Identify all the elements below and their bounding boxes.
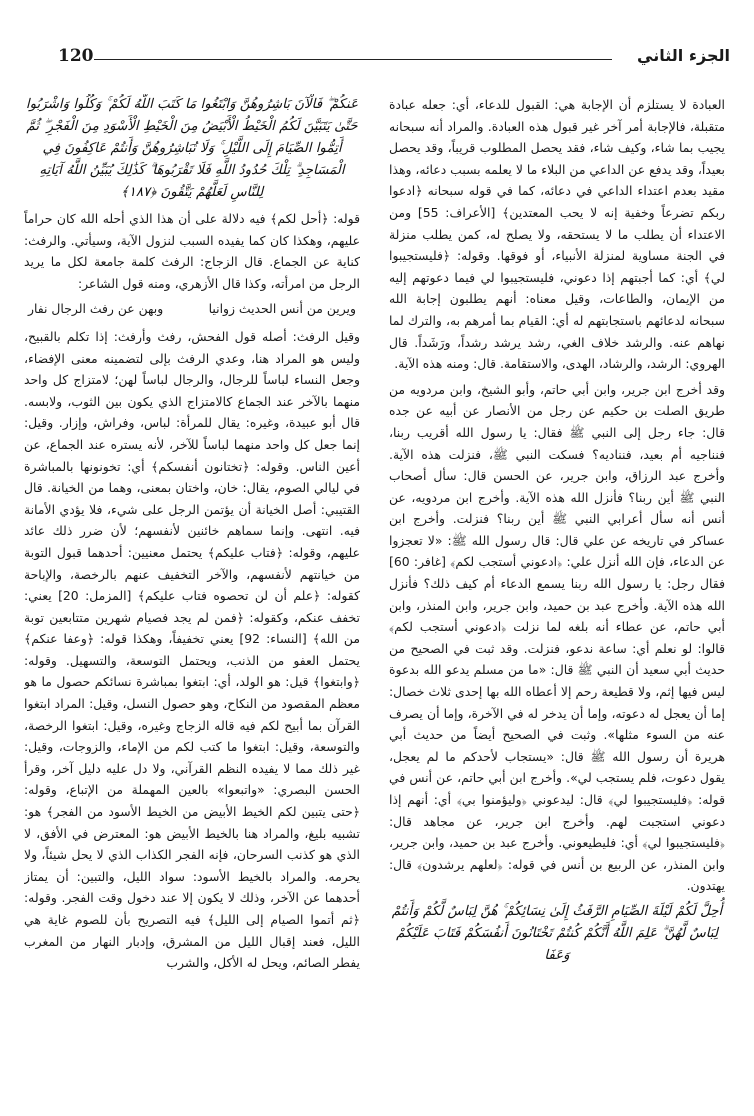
left-paragraph-1: قوله: ﴿أحل لكم﴾ فيه دلالة على أن هذا الذي أحله الله كان حراماً عليهم، وهكذا كان كما يفيده السبب لنزول الآية، وسيأتي. والرفث: كناية عن الجماع. قال الزجاج: الرفث كلمة جامعة لكل ما يريد الرجل من امرأته، وكذا قال الأزهري، ومنه قول الشاعر: <box>24 211 360 291</box>
poem-hemistich-second: وبهن عن رفث الرجال نفار <box>28 301 164 317</box>
page-number: 120 <box>58 46 94 66</box>
right-column <box>389 94 725 1094</box>
part-title: الجزء الثاني <box>637 46 730 65</box>
poem-verse <box>28 298 356 320</box>
right-paragraph-2: وقد أخرج ابن جرير، وابن أبي حاتم، وأبو الشيخ، وابن مردويه من طريق الصلت بن حكيم عن رجل من الأنصار عن أبيه عن جده قال: جاء رجل إلى النبي ﷺ فقال: يا رسول الله أقريب ربنا، فنناجيه أم بعيد، فنناديه؟ فسكت النبي ﷺ، فنزلت هذه الآية. وأخرج عبد الرزاق، وابن جرير، عن الحسن قال: سأل أصحاب النبي ﷺ أين ربنا؟ فأنزل الله هذه الآية. وأخرج ابن مردويه، عن أنس أنه سأل أعرابي النبي ﷺ أين ربنا؟ فنزلت. وأخرج ابن عساكر في تاريخه عن علي قال: قال رسول الله ﷺ: «لا تعجزوا عن الدعاء، فإن الله أنزل علي: ﴿ادعوني أستجب لكم﴾ [غافر: 60] فقال رجل: يا رسول الله ربنا يسمع الدعاء أم كيف ذلك؟ فأنزل الله هذه الآية. وأخرج عبد بن حميد، وابن جرير، وابن المنذر، وابن أبي حاتم، عن عطاء أنه بلغه لما نزلت ﴿ادعوني أستجب لكم﴾ قالوا: لو نعلم أي: ساعة ندعو، فنزلت. وقد ثبت في الصحيح من حديث أبي سعيد أن النبي ﷺ قال: «ما من مسلم يدعو الله بدعوة ليس فيها إثم، ولا قطيعة رحم إلا أعطاه الله بها إحدى ثلاث خصال: إما أن يعجل له دعوته، وإما أن يدخر له في الآخرة، وإما أن يصرف عنه من السوء مثلها». وثبت في الصحيح أيضاً من حديث أبي هريرة أن رسول الله ﷺ قال: «يستجاب لأحدكم ما لم يعجل، يقول دعوت، فلم يستجب لي». وأخرج ابن أبي حاتم، عن أنس في قوله: ﴿فليستجيبوا لي﴾ قال: ليدعوني ﴿وليؤمنوا بي﴾ أي: أنهم إذا دعوني استجبت لهم. وأخرج ابن جرير، عن مجاهد قال: ﴿فليستجيبوا لي﴾ أي: فليطيعوني. وأخرج عبد بن حميد، وابن جرير، وابن المنذر، عن الربيع بن أنس في قوله: ﴿لعلهم يرشدون﴾ قال: يهتدون. <box>389 381 725 894</box>
quran-verse-left: عَنكُمْ ۖ فَالْآنَ بَاشِرُوهُنَّ وَابْتَغُوا مَا كَتَبَ اللَّهُ لَكُمْ ۚ وَكُلُوا وَاشْرَبُوا حَتَّىٰ يَتَبَيَّنَ لَكُمُ الْخَيْطُ الْأَبْيَضُ مِنَ الْخَيْطِ الْأَسْوَدِ مِنَ الْفَجْرِ ۖ ثُمَّ أَتِمُّوا الصِّيَامَ إِلَى اللَّيْلِ ۚ وَلَا تُبَاشِرُوهُنَّ وَأَنتُمْ عَاكِفُونَ فِي الْمَسَاجِدِ ۗ تِلْكَ حُدُودُ اللَّهِ فَلَا تَقْرَبُوهَا ۗ كَذَٰلِكَ يُبَيِّنُ اللَّهُ آيَاتِهِ لِلنَّاسِ لَعَلَّهُمْ يَتَّقُونَ ﴿١٨٧﴾ <box>25 97 359 200</box>
quran-verse-right: أُحِلَّ لَكُمْ لَيْلَةَ الصِّيَامِ الرَّفَثُ إِلَىٰ نِسَائِكُمْ ۚ هُنَّ لِبَاسٌ لَّكُمْ وَأَنتُمْ لِبَاسٌ لَّهُنَّ ۗ عَلِمَ اللَّهُ أَنَّكُمْ كُنتُمْ تَخْتَانُونَ أَنفُسَكُمْ فَتَابَ عَلَيْكُمْ وَعَفَا <box>391 903 723 963</box>
left-column <box>24 94 360 1094</box>
right-paragraph-1: العبادة لا يستلزم أن الإجابة هي: القبول للدعاء، أي: جعله عبادة متقبلة، فالإجابة أمر آخر غير قبول هذه العبادة. والمراد أنه سبحانه يجيب بما شاء، وكيف شاء، فقد يحصل المطلوب قريباً، وقد يحصل بعيداً، وقد يدفع عن الداعي من البلاء ما لا يعلمه بسبب دعائه، وهذا مقيد بعدم اعتداء الداعي في دعائه، كما في قوله سبحانه ﴿ادعوا ربكم تضرعاً وخفية إنه لا يحب المعتدين﴾ [الأعراف: 55] ومن الاعتداء أن يطلب ما لا يستحقه، ولا يصلح له، كمن يطلب منزلة في الجنة مساوية لمنزلة الأنبياء، أو فوقها. وقوله: ﴿فليستجيبوا لي﴾ أي: كما أجبتهم إذا دعوني، فليستجيبوا لي فيما دعوتهم إليه من الإيمان، والطاعات، وقيل معناه: أنهم يطلبون إجابة الله سبحانه لدعائهم باستجابتهم له أي: القيام بما أمرهم به، والترك لما نهاهم عنه. والرشد خلاف الغي، رشد يرشد رشداً، ورَشَداً. قال الهروي: الرشد، والرشاد، الهدى، والاستقامة. قال: ومنه هذه الآية. <box>389 97 725 372</box>
header-rule <box>94 59 612 60</box>
page-header <box>30 44 730 72</box>
poem-hemistich-first: ويرين من أنس الحديث زوانيا <box>208 301 356 317</box>
left-paragraph-2: وقيل الرفث: أصله قول الفحش، رفث وأرفث: إذا تكلم بالقبيح، وليس هو المراد هنا، وعدي الرفث بإلى لتضمينه معنى الإفضاء، وجعل النساء لباساً للرجال، والرجال لباساً لهن؛ لامتزاج كل واحد منهما بالآخر عند الجماع كالامتزاج الذي يكون بين الثوب، ولابسه. قال أبو عبيدة، وغيره: يقال للمرأة: لباس، وفراش، وإزار. وقيل: إنما جعل كل واحد منهما لباساً للآخر، لأنه يستره عند الجماع، عن أعين الناس. وقوله: ﴿تختانون أنفسكم﴾ أي: تخونونها بالمباشرة في ليالي الصوم، يقال: خان، واختان بمعنى، وهما من الخيانة. قال القتيبي: أصل الخيانة أن يؤتمن الرجل على شيء، فلا يؤدي الأمانة فيه. انتهى. وإنما سماهم خائنين لأنفسهم؛ لأن ضرر ذلك عائد عليهم، وقوله: ﴿فتاب عليكم﴾ يحتمل معنيين: أحدهما قبول التوبة من خيانتهم لأنفسهم، والآخر التخفيف عنهم بالرخصة، والإباحة كقوله: ﴿علم أن لن تحصوه فتاب عليكم﴾ [المزمل: 20] يعني: تخفف عنكم، وكقوله: ﴿فمن لم يجد فصيام شهرين متتابعين توبة من الله﴾ [النساء: 92] يعني تخفيفاً، وهكذا قوله: ﴿وعفا عنكم﴾ يحتمل العفو من الذنب، ويحتمل التوسعة، والتسهيل. وقوله: ﴿وابتغوا﴾ قيل: هو الولد، أي: ابتغوا بمباشرة نسائكم حصول ما هو معظم المقصود من النكاح، وهو حصول النسل، وقيل: المراد ابتغوا القرآن بما أبيح لكم فيه قاله الزجاج وغيره، وقيل: ابتغوا الرخصة، والتوسعة، وقيل: ابتغوا ما كتب لكم من الإماء، والزوجات، وقيل: غير ذلك مما لا يفيده النظم القرآني، ولا دل عليه دليل آخر، وقرأ الحسن البصري: «واتبعوا» بالعين المهملة من الإتباع، وقوله: ﴿حتى يتبين لكم الخيط الأبيض من الخيط الأسود من الفجر﴾ هو: تشبيه بليغ، والمراد هنا بالخيط الأبيض هو: المعترض في الأفق، لا الذي هو كذنب السرحان، فإنه الفجر الكذاب الذي لا يحل شيئاً، ولا يحرمه. والمراد بالخيط الأسود: سواد الليل، والتبين: أن يمتاز أحدهما عن الآخر، وذلك لا يكون إلا عند دخول وقت الفجر. وقوله: ﴿ثم أتموا الصيام إلى الليل﴾ فيه التصريح بأن للصوم غاية هي الليل، فعند إقبال الليل من المشرق، وإدبار النهار من المغرب يفطر الصائم، ويحل له الأكل، والشرب <box>24 328 360 971</box>
